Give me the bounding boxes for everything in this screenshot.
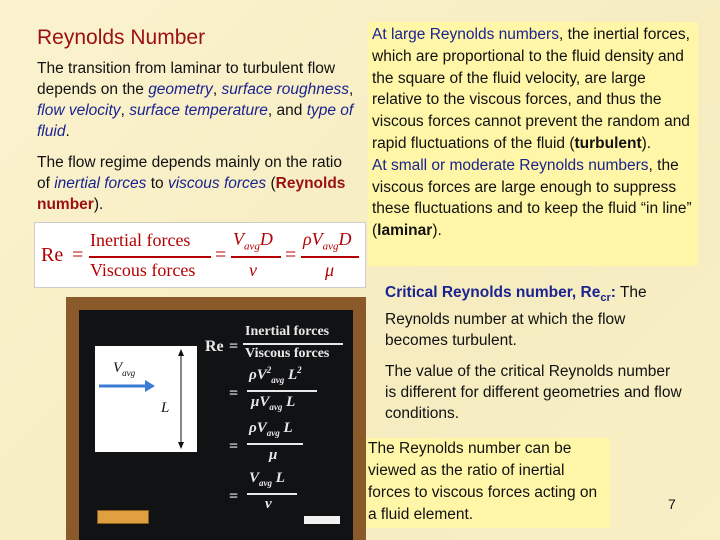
formula-denominator-nu: ν (249, 260, 257, 280)
text-run: ). (432, 222, 442, 240)
text-large-reynolds: At large Reynolds numbers (372, 26, 559, 43)
text-run: , (212, 81, 222, 98)
fraction-bar (231, 256, 281, 258)
slide-title: Reynolds Number (37, 26, 206, 49)
subscript-avg: avg (259, 478, 273, 488)
reynolds-formula (34, 222, 366, 288)
term-type-of-fluid: type of fluid (37, 102, 354, 140)
text-run: The transition from laminar to turbulent flow depends on the (37, 60, 336, 98)
text-run: ). (93, 196, 104, 213)
text-run: , (348, 81, 354, 98)
diagram-length-label: L (161, 400, 170, 416)
symbol-rho-v: ρV (249, 420, 267, 436)
chalkboard-surface (79, 310, 353, 540)
critical-reynolds-block (385, 282, 685, 434)
formula-equals: = (285, 244, 297, 266)
subscript-avg: avg (322, 240, 339, 253)
symbol-v: V (113, 360, 123, 376)
term-flow-velocity: flow velocity (37, 102, 121, 119)
critical-definition (385, 282, 685, 351)
diagram-velocity-label (113, 360, 135, 378)
paragraph-transition (37, 58, 357, 142)
text-run: , the viscous forces are large enough to suppress these fluctuations and to keep the fluid “in line” ( (372, 156, 692, 240)
chalk-mu: μ (269, 447, 278, 463)
symbol-rho-v: ρV (303, 229, 323, 249)
text-run: , the inertial forces, which are proportional to the fluid density and the square of the fluid velocity, are large relative to the viscous forces, and thus the viscous forces cannot prevent the random and rapid fluctuations of the fluid ( (372, 26, 690, 152)
chalk-re: Re (205, 338, 224, 355)
chalk-viscous-expression (251, 394, 295, 412)
term-geometry: geometry (148, 81, 213, 98)
symbol-d: D (259, 229, 273, 249)
chalk-stick-icon (304, 516, 340, 524)
superscript-2: 2 (297, 365, 302, 375)
flow-diagram-svg (95, 346, 197, 452)
chalk-equals: = (229, 385, 239, 402)
formula-numerator-inertial: Inertial forces (90, 230, 191, 250)
eraser-icon (97, 510, 149, 524)
subscript-cr: cr (600, 292, 611, 305)
chalk-inertial-forces: Inertial forces (245, 324, 330, 339)
formula-re: Re (41, 244, 64, 266)
chalk-equals: = (229, 438, 239, 455)
velocity-arrow-head (145, 380, 155, 392)
fraction-bar (301, 256, 359, 258)
laminar-turbulent-explanation (368, 22, 698, 266)
symbol-l: L (286, 394, 296, 410)
length-arrow-top (178, 349, 184, 356)
flow-diagram (95, 346, 197, 452)
text-run: , (120, 102, 130, 119)
symbol-l: L (283, 420, 293, 436)
length-arrow-bottom (178, 442, 184, 449)
term-surface-roughness: surface roughness (221, 81, 349, 98)
symbol-v: V (249, 470, 260, 486)
formula-denominator-viscous: Viscous forces (90, 260, 196, 280)
symbol-d: D (338, 229, 352, 249)
chalk-equals: = (229, 338, 239, 355)
text-run: The flow regime depends mainly on the ratio of (37, 154, 342, 192)
chalk-nu: ν (265, 496, 272, 512)
page-number: 7 (668, 496, 676, 512)
term-viscous-forces: viscous forces (167, 175, 267, 192)
ratio-note: The Reynolds number can be viewed as the ratio of inertial forces to viscous forces acting on a fluid element. (365, 438, 610, 528)
left-text-block (37, 58, 357, 225)
text-run: ( (266, 175, 276, 192)
formula-numerator-vd (233, 229, 273, 253)
text-run: ). (641, 134, 652, 152)
subscript-avg: avg (271, 375, 285, 385)
text-small-reynolds: At small or moderate Reynolds numbers (372, 156, 649, 174)
chalk-fraction-bar (247, 443, 303, 445)
fraction-bar (89, 256, 211, 258)
formula-equals: = (215, 244, 227, 266)
term-laminar: laminar (377, 222, 433, 240)
chalk-rho-v-l (249, 420, 293, 438)
subscript-avg: avg (122, 368, 136, 378)
symbol-v: V (233, 229, 244, 249)
chalk-inertial-expression (249, 365, 302, 385)
chalk-fraction-bar (243, 343, 343, 345)
paragraph-flow-regime (37, 152, 357, 215)
superscript-2: 2 (266, 365, 272, 375)
text-run: , and (267, 102, 307, 119)
symbol-mu-v: μV (251, 394, 270, 410)
symbol-l: L (275, 470, 285, 486)
term-inertial-forces: inertial forces (54, 175, 147, 192)
formula-denominator-mu: μ (325, 260, 335, 280)
symbol-rho-v: ρV (249, 367, 267, 383)
term-turbulent: turbulent (574, 134, 642, 152)
formula-equals: = (72, 244, 84, 266)
critical-note: The value of the critical Reynolds number is different for different geometries and flow conditions. (385, 363, 682, 423)
subscript-avg: avg (244, 240, 260, 253)
subscript-avg: avg (269, 402, 283, 412)
chalk-fraction-bar (247, 493, 297, 495)
term-surface-temperature: surface temperature (129, 102, 268, 119)
text-run: . (65, 123, 70, 140)
chalk-v-l (249, 470, 285, 488)
term-reynolds-number: Reynolds number (37, 175, 346, 213)
chalkboard-illustration (66, 297, 366, 540)
critical-label: Critical Reynolds number, Re (385, 284, 601, 301)
text-run: to (146, 175, 168, 192)
critical-description: The Reynolds number at which the flow becomes turbulent. (385, 284, 647, 350)
chalk-equals: = (229, 488, 239, 505)
text-run: : (610, 284, 616, 301)
chalk-viscous-forces: Viscous forces (245, 346, 330, 361)
chalk-fraction-bar (247, 390, 317, 392)
formula-numerator-rhovd (303, 229, 352, 253)
symbol-l: L (287, 367, 298, 383)
subscript-avg: avg (266, 428, 280, 438)
